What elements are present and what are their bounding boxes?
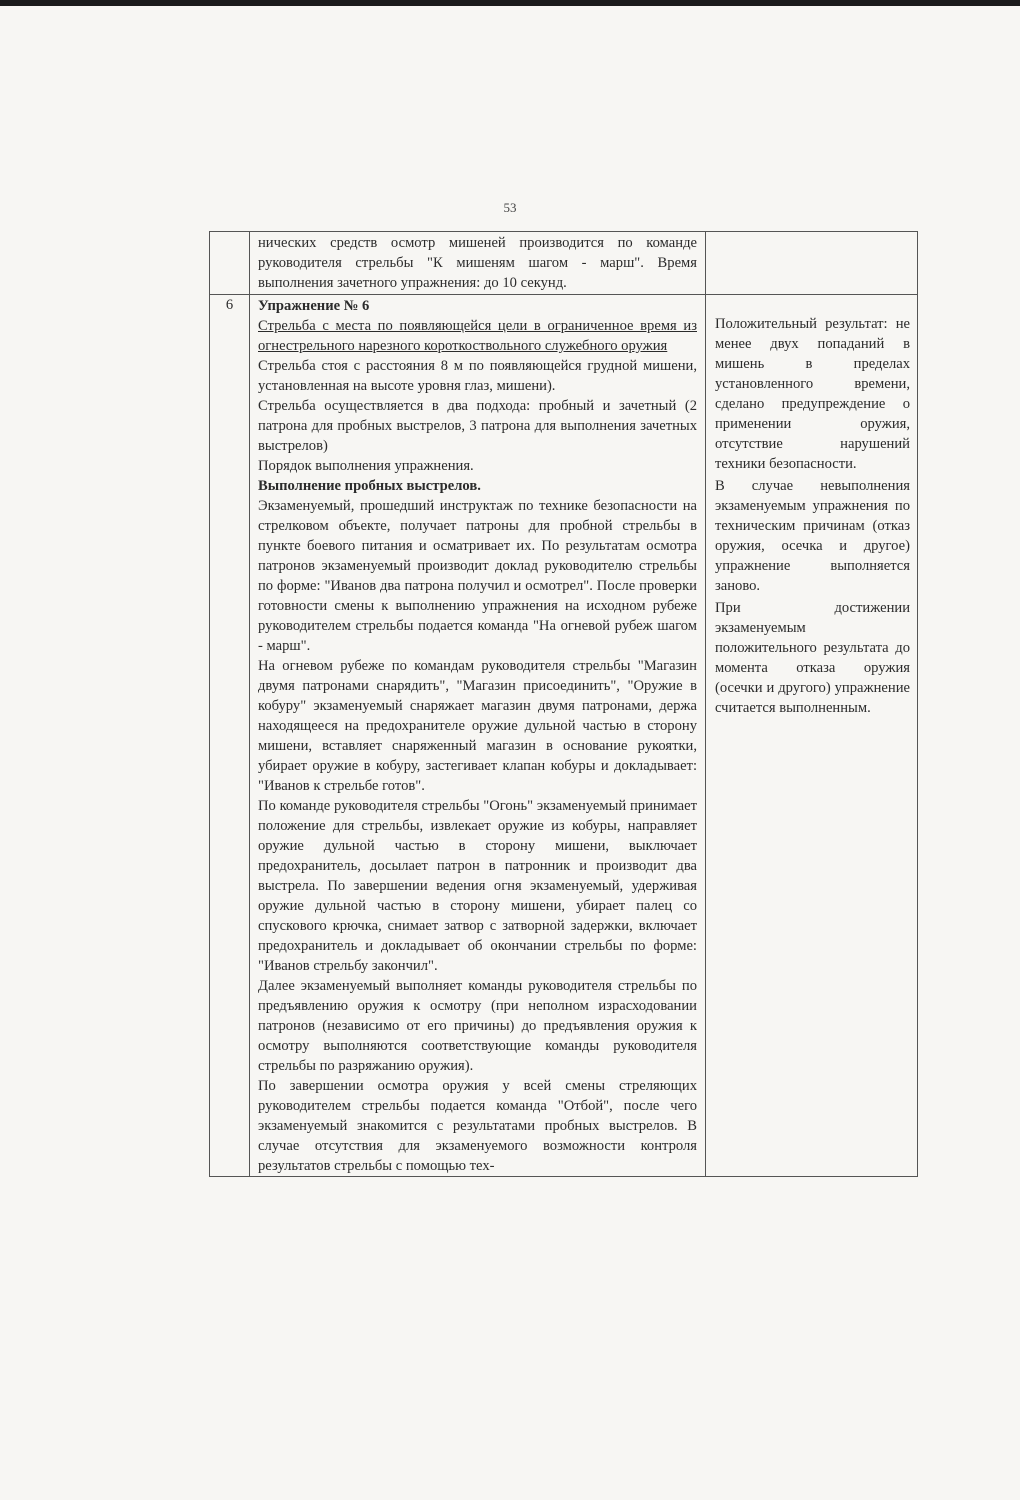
table-row-continued	[210, 232, 918, 295]
table-row-exercise-6	[210, 295, 918, 1177]
scan-edge	[0, 0, 1020, 6]
row-number-cell	[210, 232, 250, 295]
row-number-cell: 6	[210, 295, 250, 1177]
result-paragraph: Положительный результат: не менее двух попаданий в мишень в пределах установленного времени, сделано предупреждение о применении оружия, отсутствие нарушений техники безопасности.	[715, 316, 910, 472]
exercise-paragraph: Экзаменуемый, прошедший инструктаж по технике безопасности на стрелковом объекте, получает патроны для пробной стрельбы в пункте боевого питания и осматривает их. По результатам осмотра патронов экзаменуемый производит доклад руководителю стрельбы по форме: "Иванов два патрона получил и осмотрел". После проверки готовности смены к выполнению упражнения на исходном рубеже руководителем стрельбы подается команда "На огневой рубеж шагом - марш".	[258, 498, 697, 654]
result-paragraph: При достижении экзаменуемым положительного результата до момента отказа оружия (осечки и другого) упражнение считается выполненным.	[715, 600, 910, 716]
exercise-paragraph: На огневом рубеже по командам руководителя стрельбы "Магазин двумя патронами снарядить", "Магазин присоединить", "Оружие в кобуру" экзаменуемый снаряжает магазин двумя патронами, держа находящееся на предохранителе оружие дульной частью в сторону мишени, вставляет снаряженный магазин в основание рукоятки, убирает оружие в кобуру, застегивает клапан кобуры и докладывает: "Иванов к стрельбе готов".	[258, 658, 697, 794]
exercise-paragraph: По команде руководителя стрельбы "Огонь" экзаменуемый принимает положение для стрельбы, извлекает оружие из кобуры, направляет оружие дульной частью в сторону мишени, выключает предохранитель, досылает патрон в патронник и производит два выстрела. По завершении ведения огня экзаменуемый, удерживая оружие дульной частью в сторону мишени, убирает палец со спускового крючка, снимает затвор с затворной задержки, включает предохранитель и докладывает об окончании стрельбы по форме: "Иванов стрельбу закончил".	[258, 798, 697, 974]
document-table	[209, 231, 918, 1177]
section-heading: Выполнение пробных выстрелов.	[258, 478, 481, 494]
row-result-cell	[706, 232, 918, 295]
page-number: 53	[503, 200, 517, 215]
exercise-paragraph: Порядок выполнения упражнения.	[258, 458, 474, 474]
row-result-cell	[706, 295, 918, 1177]
exercise-paragraph: По завершении осмотра оружия у всей смены стреляющих руководителем стрельбы подается команда "Отбой", после чего экзаменуемый знакомится с результатами пробных выстрелов. В случае отсутствия для экзаменуемого возможности контроля результатов стрельбы с помощью тех-	[258, 1078, 697, 1174]
continued-paragraph: нических средств осмотр мишеней производится по команде руководителя стрельбы "К мишеням шагом - марш". Время выполнения зачетного упражнения: до 10 секунд.	[258, 235, 697, 291]
exercise-paragraph: Стрельба осуществляется в два подхода: пробный и зачетный (2 патрона для пробных выстрелов, 3 патрона для выполнения зачетных выстрелов)	[258, 398, 697, 454]
exercise-subtitle: Стрельба с места по появляющейся цели в ограниченное время из огнестрельного нарезного короткоствольного служебного оружия	[258, 318, 697, 354]
row-content-cell	[250, 295, 706, 1177]
row-content-cell	[250, 232, 706, 295]
result-paragraph: В случае невыполнения экзаменуемым упражнения по техническим причинам (отказ оружия, осечка и другое) упражнение выполняется заново.	[715, 478, 910, 594]
exercise-paragraph: Далее экзаменуемый выполняет команды руководителя стрельбы по предъявлению оружия к осмотру (при неполном израсходовании патронов (независимо от его причины) до предъявления оружия к осмотру выполняются соответствующие команды руководителя стрельбы по разряжанию оружия).	[258, 978, 697, 1074]
exercise-title: Упражнение № 6	[258, 298, 370, 314]
exercise-paragraph: Стрельба стоя с расстояния 8 м по появляющейся грудной мишени, установленная на высоте уровня глаз, мишени).	[258, 358, 697, 394]
